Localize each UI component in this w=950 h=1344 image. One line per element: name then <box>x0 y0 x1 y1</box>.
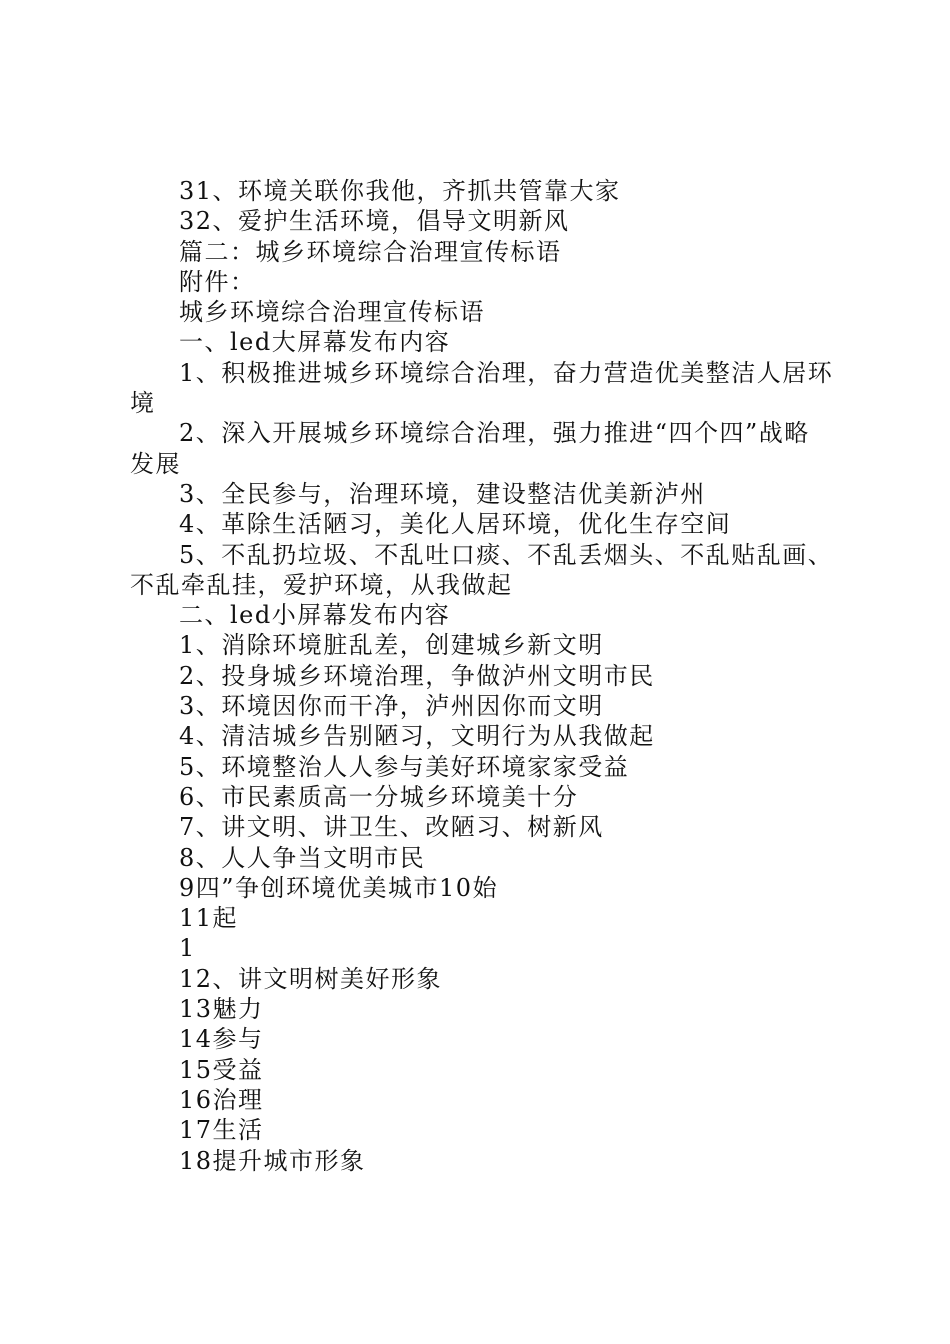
subsection-heading: 一、led大屏幕发布内容 <box>179 328 451 357</box>
subsection-heading: 二、led小屏幕发布内容 <box>179 601 451 630</box>
slogan-line: 2、深入开展城乡环境综合治理，强力推进“四个四”战略发展 <box>130 419 810 478</box>
slogan-line: 3、全民参与，治理环境，建设整洁优美新泸州 <box>179 479 706 508</box>
slogan-line: 7、讲文明、讲卫生、改陋习、树新风 <box>179 813 604 842</box>
slogan-line: 8、人人争当文明市民 <box>179 843 426 872</box>
document-title: 城乡环境综合治理宣传标语 <box>179 298 485 327</box>
slogan-line: 16治理 <box>179 1085 264 1114</box>
slogan-line: 15受益 <box>179 1055 264 1084</box>
slogan-line: 9四”争创环境优美城市10始 <box>179 873 499 902</box>
slogan-line: 18提升城市形象 <box>179 1146 366 1175</box>
slogan-line: 6、市民素质高一分城乡环境美十分 <box>179 782 579 811</box>
slogan-line: 4、清洁城乡告别陋习，文明行为从我做起 <box>179 722 655 751</box>
slogan-line: 3、环境因你而干净，泸州因你而文明 <box>179 692 604 721</box>
slogan-line: 4、革除生活陋习，美化人居环境，优化生存空间 <box>179 510 732 539</box>
slogan-line: 1、消除环境脏乱差，创建城乡新文明 <box>179 631 604 660</box>
slogan-line: 11起 <box>179 904 239 933</box>
slogan-line: 1 <box>179 934 196 963</box>
slogan-line: 31、环境关联你我他，齐抓共管靠大家 <box>179 177 621 205</box>
slogan-line: 14参与 <box>179 1025 264 1054</box>
slogan-line: 12、讲文明树美好形象 <box>179 964 443 993</box>
slogan-line: 17生活 <box>179 1116 264 1145</box>
slogan-line: 32、爱护生活环境，倡导文明新风 <box>179 207 570 236</box>
slogan-line: 13魅力 <box>179 995 264 1024</box>
section-heading: 篇二：城乡环境综合治理宣传标语 <box>179 237 562 266</box>
slogan-line: 5、环境整治人人参与美好环境家家受益 <box>179 752 630 781</box>
slogan-line: 2、投身城乡环境治理，争做泸州文明市民 <box>179 661 655 690</box>
document-body <box>130 176 835 1176</box>
attachment-label: 附件： <box>179 267 256 296</box>
slogan-line: 1、积极推进城乡环境综合治理，奋力营造优美整洁人居环境 <box>130 358 834 418</box>
slogan-line: 5、不乱扔垃圾、不乱吐口痰、不乱丢烟头、不乱贴乱画、不乱牵乱挂，爱护环境，从我做起 <box>130 540 834 599</box>
